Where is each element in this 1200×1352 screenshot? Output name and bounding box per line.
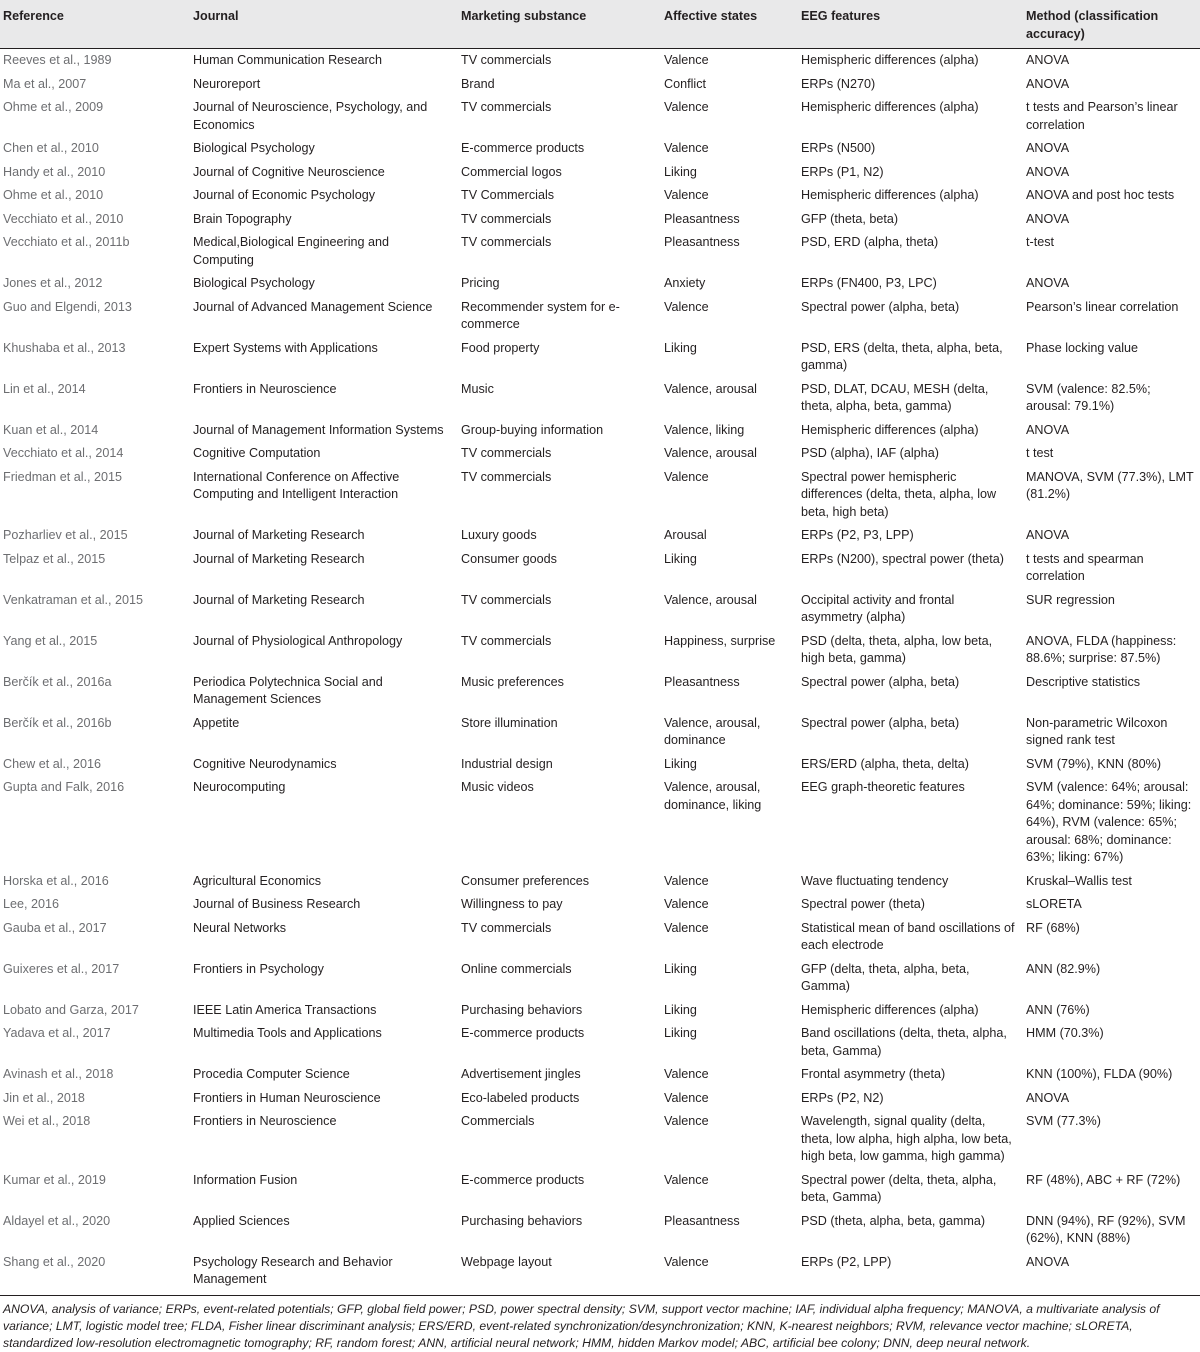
cell-method: ANOVA — [1026, 76, 1070, 91]
cell-eeg-features: PSD, ERD (alpha, theta) — [801, 235, 939, 249]
cell-affective-states: Liking — [664, 551, 697, 566]
cell-reference: Vecchiato et al., 2014 — [3, 446, 124, 460]
header-affective-states: Affective states — [660, 0, 797, 49]
cell-reference: Horska et al., 2016 — [3, 873, 109, 888]
cell-reference: Gauba et al., 2017 — [3, 920, 107, 935]
cell-method: ANOVA — [1022, 1251, 1200, 1296]
cell-journal: Journal of Marketing Research — [193, 592, 365, 607]
cell-reference: Berčík et al., 2016b — [3, 715, 112, 730]
cell-reference: Ohme et al., 2009 — [3, 100, 104, 114]
cell-eeg-features: Hemispheric differences (alpha) — [801, 100, 979, 114]
cell-reference: Vecchiato et al., 2010 — [3, 211, 124, 226]
cell-marketing-substance: TV commercials — [461, 53, 552, 67]
header-method: Method (classification accuracy) — [1022, 0, 1200, 49]
cell-method: ANOVA — [1026, 141, 1070, 155]
cell-marketing-substance: TV commercials — [461, 211, 552, 226]
cell-journal: Information Fusion — [193, 1172, 298, 1187]
cell-affective-states: Liking — [664, 164, 697, 179]
cell-eeg-features: Hemispheric differences (alpha) — [801, 53, 979, 67]
cell-affective-states: Valence — [664, 141, 709, 155]
cell-journal: Appetite — [193, 715, 240, 730]
cell-reference: Pozharliev et al., 2015 — [3, 528, 128, 542]
cell-reference: Kumar et al., 2019 — [3, 1172, 106, 1187]
cell-marketing-substance: TV commercials — [461, 446, 552, 460]
cell-reference: Friedman et al., 2015 — [3, 469, 123, 484]
cell-journal: Frontiers in Psychology — [193, 961, 324, 976]
cell-journal: Biological Psychology — [193, 276, 315, 290]
cell-method: Pearson’s linear correlation — [1026, 299, 1179, 314]
cell-journal: Neural Networks — [193, 920, 287, 935]
table-row — [0, 753, 1200, 777]
cell-affective-states: Valence, arousal, dominance — [664, 715, 761, 747]
cell-marketing-substance: TV Commercials — [461, 188, 555, 202]
cell-eeg-features: ERPs (P2, N2) — [801, 1090, 884, 1105]
cell-affective-states: Pleasantness — [664, 1213, 740, 1228]
cell-eeg-features: ERPs (FN400, P3, LPC) — [801, 276, 937, 290]
table-row — [0, 776, 1200, 870]
cell-method: t tests and spearman correlation — [1026, 551, 1144, 583]
cell-marketing-substance: TV commercials — [461, 633, 552, 648]
cell-reference: Reeves et al., 1989 — [3, 53, 112, 67]
cell-journal: Agricultural Economics — [193, 873, 322, 888]
cell-marketing-substance: Music — [461, 381, 494, 396]
cell-method: ANOVA — [1026, 528, 1070, 542]
table-row — [0, 231, 1200, 272]
cell-marketing-substance: E-commerce products — [461, 1172, 585, 1187]
cell-marketing-substance: Consumer preferences — [461, 873, 590, 888]
cell-marketing-substance: Pricing — [461, 276, 500, 290]
cell-eeg-features: ERPs (N270) — [801, 76, 876, 91]
cell-marketing-substance: Advertisement jingles — [461, 1067, 581, 1081]
cell-reference: Aldayel et al., 2020 — [3, 1213, 111, 1228]
cell-eeg-features: Statistical mean of band oscillations of each electrode — [801, 920, 1015, 952]
cell-marketing-substance: Store illumination — [461, 715, 558, 730]
cell-method: RF (48%), ABC + RF (72%) — [1026, 1172, 1181, 1187]
cell-reference: Ma et al., 2007 — [3, 76, 87, 91]
cell-marketing-substance: Commercials — [461, 1114, 535, 1128]
cell-journal: Journal of Management Information Systems — [193, 422, 444, 437]
table-row — [0, 1022, 1200, 1063]
cell-marketing-substance: Group-buying information — [461, 422, 604, 437]
cell-method: SVM (valence: 64%; arousal: 64%; dominance: 59%; liking: 64%), RVM (valence: 65%; arousal: 68%; dominance: 63%; liking: 67%) — [1026, 780, 1192, 864]
table-row — [0, 1110, 1200, 1169]
cell-marketing-substance: Recommender system for e-commerce — [461, 299, 620, 331]
cell-method: t tests and Pearson’s linear correlation — [1026, 100, 1178, 132]
cell-journal: Procedia Computer Science — [193, 1067, 350, 1081]
cell-method: ANOVA — [1026, 211, 1070, 226]
cell-reference: Shang et al., 2020 — [0, 1251, 189, 1296]
cell-reference: Berčík et al., 2016a — [3, 674, 112, 689]
table-row — [0, 49, 1200, 73]
cell-affective-states: Valence — [664, 100, 709, 114]
cell-method: sLORETA — [1026, 897, 1082, 911]
cell-journal: Journal of Cognitive Neuroscience — [193, 164, 385, 179]
cell-reference: Kuan et al., 2014 — [3, 422, 99, 437]
cell-affective-states: Valence, arousal — [664, 446, 757, 460]
table-row — [0, 208, 1200, 232]
cell-marketing-substance: E-commerce products — [461, 1026, 585, 1040]
cell-marketing-substance: TV commercials — [461, 469, 552, 484]
cell-journal: Applied Sciences — [193, 1213, 290, 1228]
cell-journal: Journal of Neuroscience, Psychology, and Economics — [193, 100, 428, 132]
table-row — [0, 524, 1200, 548]
cell-method: ANN (82.9%) — [1026, 961, 1101, 976]
cell-marketing-substance: Brand — [461, 76, 495, 91]
cell-reference: Khushaba et al., 2013 — [3, 340, 126, 355]
cell-marketing-substance: Consumer goods — [461, 551, 557, 566]
cell-journal: Frontiers in Neuroscience — [193, 1114, 337, 1128]
cell-method: ANOVA — [1026, 276, 1070, 290]
cell-affective-states: Valence — [660, 1251, 797, 1296]
cell-eeg-features: Spectral power (theta) — [801, 897, 925, 911]
cell-journal: Psychology Research and Behavior Management — [189, 1251, 457, 1296]
cell-method: Non-parametric Wilcoxon signed rank test — [1026, 715, 1168, 747]
cell-affective-states: Liking — [664, 961, 697, 976]
cell-journal: Journal of Marketing Research — [193, 551, 365, 566]
table-row — [0, 137, 1200, 161]
table-row — [0, 671, 1200, 712]
table-row — [0, 999, 1200, 1023]
cell-journal: Journal of Advanced Management Science — [193, 299, 433, 314]
table-row — [0, 1063, 1200, 1087]
cell-affective-states: Arousal — [664, 528, 707, 542]
cell-affective-states: Liking — [664, 1002, 697, 1017]
cell-marketing-substance: Eco-labeled products — [461, 1090, 580, 1105]
cell-reference: Lin et al., 2014 — [3, 381, 86, 396]
cell-marketing-substance: Willingness to pay — [461, 897, 563, 911]
cell-eeg-features: Hemispheric differences (alpha) — [801, 1002, 979, 1017]
table-row — [0, 296, 1200, 337]
cell-method: RF (68%) — [1026, 920, 1080, 935]
cell-journal: Brain Topography — [193, 211, 292, 226]
cell-affective-states: Pleasantness — [664, 674, 740, 689]
cell-eeg-features: ERPs (P2, LPP) — [797, 1251, 1022, 1296]
cell-affective-states: Anxiety — [664, 276, 706, 290]
cell-journal: Frontiers in Human Neuroscience — [193, 1090, 381, 1105]
cell-affective-states: Conflict — [664, 76, 706, 91]
cell-affective-states: Valence, arousal — [664, 592, 757, 607]
cell-method: t-test — [1026, 235, 1054, 249]
cell-reference: Yang et al., 2015 — [3, 633, 98, 648]
cell-marketing-substance: Commercial logos — [461, 164, 562, 179]
cell-marketing-substance: Music preferences — [461, 674, 564, 689]
table-body — [0, 49, 1200, 1296]
cell-affective-states: Valence — [664, 1172, 709, 1187]
cell-method: ANOVA — [1026, 1090, 1070, 1105]
cell-reference: Venkatraman et al., 2015 — [3, 592, 144, 607]
cell-marketing-substance: Luxury goods — [461, 528, 537, 542]
cell-eeg-features: Spectral power (alpha, beta) — [801, 299, 960, 314]
cell-affective-states: Liking — [664, 1026, 697, 1040]
cell-journal: IEEE Latin America Transactions — [193, 1002, 377, 1017]
cell-reference: Gupta and Falk, 2016 — [3, 780, 125, 794]
cell-method: DNN (94%), RF (92%), SVM (62%), KNN (88%) — [1026, 1213, 1186, 1245]
cell-reference: Chew et al., 2016 — [3, 756, 102, 771]
table-footnote: ANOVA, analysis of variance; ERPs, event-related potentials; GFP, global field power; PSD, power spectral density; SVM, support vector machine; IAF, individual alpha frequency; MANOVA, a multivariate analysis of variance; LMT, logistic model tree; FLDA, Fisher linear discriminant analysis; ERS/ERD, event-related synchronization/desynchronization; KNN, K-nearest neighbors; RVM, relevance vector machine; sLORETA, standardized low-resolution electromagnetic tomography; RF, random forest; ANN, artificial neural network; HMM, hidden Markov model; ABC, artificial bee colony; DNN, deep neural network. — [3, 1301, 1160, 1350]
cell-marketing-substance: Purchasing behaviors — [461, 1002, 583, 1017]
cell-reference: Chen et al., 2010 — [3, 141, 99, 155]
cell-eeg-features: Hemispheric differences (alpha) — [801, 422, 979, 437]
cell-method: ANOVA — [1026, 422, 1070, 437]
cell-affective-states: Valence — [664, 188, 709, 202]
cell-method: SUR regression — [1026, 592, 1115, 607]
cell-journal: Biological Psychology — [193, 141, 315, 155]
cell-affective-states: Valence — [664, 1067, 709, 1081]
cell-reference: Guixeres et al., 2017 — [3, 961, 120, 976]
cell-affective-states: Valence, arousal — [664, 381, 757, 396]
cell-method: ANOVA, FLDA (happiness: 88.6%; surprise: 87.5%) — [1026, 633, 1177, 665]
cell-eeg-features: ERPs (N500) — [801, 141, 876, 155]
cell-eeg-features: ERPs (N200), spectral power (theta) — [801, 551, 1004, 566]
table-row — [0, 870, 1200, 894]
cell-eeg-features: PSD (theta, alpha, beta, gamma) — [801, 1213, 986, 1228]
cell-method: ANOVA and post hoc tests — [1026, 188, 1175, 202]
table-row — [0, 893, 1200, 917]
cell-marketing-substance: Webpage layout — [457, 1251, 660, 1296]
cell-affective-states: Valence — [664, 1114, 709, 1128]
cell-marketing-substance: Purchasing behaviors — [461, 1213, 583, 1228]
table-row — [0, 378, 1200, 419]
cell-affective-states: Valence, liking — [664, 422, 745, 437]
cell-method: KNN (100%), FLDA (90%) — [1026, 1067, 1173, 1081]
cell-affective-states: Valence — [664, 53, 709, 67]
cell-reference: Handy et al., 2010 — [3, 164, 106, 179]
cell-marketing-substance: Music videos — [461, 780, 534, 794]
header-journal: Journal — [189, 0, 457, 49]
cell-eeg-features: ERPs (P1, N2) — [801, 164, 884, 179]
cell-eeg-features: EEG graph-theoretic features — [801, 780, 965, 794]
table-row — [0, 442, 1200, 466]
table-row — [0, 958, 1200, 999]
cell-affective-states: Valence — [664, 299, 709, 314]
cell-affective-states: Valence — [664, 873, 709, 888]
cell-affective-states: Valence — [664, 897, 709, 911]
table-row — [0, 589, 1200, 630]
cell-method: t test — [1026, 446, 1054, 460]
cell-marketing-substance: TV commercials — [461, 100, 552, 114]
cell-reference: Wei et al., 2018 — [3, 1114, 91, 1128]
cell-reference: Yadava et al., 2017 — [3, 1026, 111, 1040]
table-row — [0, 1169, 1200, 1210]
cell-eeg-features: Wave fluctuating tendency — [801, 873, 949, 888]
cell-affective-states: Pleasantness — [664, 211, 740, 226]
cell-journal: Periodica Polytechnica Social and Management Sciences — [193, 674, 383, 706]
cell-reference: Telpaz et al., 2015 — [3, 551, 106, 566]
cell-reference: Jin et al., 2018 — [3, 1090, 85, 1105]
cell-marketing-substance: Food property — [461, 340, 540, 355]
cell-method: ANOVA — [1026, 53, 1070, 67]
cell-marketing-substance: Industrial design — [461, 756, 553, 771]
cell-reference: Guo and Elgendi, 2013 — [3, 299, 132, 314]
cell-eeg-features: PSD, ERS (delta, theta, alpha, beta, gamma) — [801, 340, 1003, 372]
cell-journal: Medical,Biological Engineering and Computing — [193, 235, 390, 267]
table-row — [0, 712, 1200, 753]
cell-journal: Multimedia Tools and Applications — [193, 1026, 382, 1040]
cell-marketing-substance: E-commerce products — [461, 141, 585, 155]
cell-method: MANOVA, SVM (77.3%), LMT (81.2%) — [1026, 469, 1194, 501]
cell-method: Kruskal–Wallis test — [1026, 873, 1132, 888]
header-marketing-substance: Marketing substance — [457, 0, 660, 49]
table-row — [0, 419, 1200, 443]
cell-marketing-substance: TV commercials — [461, 235, 552, 249]
cell-affective-states: Valence — [664, 469, 709, 484]
cell-reference: Lee, 2016 — [3, 897, 60, 911]
cell-method: ANN (76%) — [1026, 1002, 1090, 1017]
table-row — [0, 630, 1200, 671]
cell-method: SVM (79%), KNN (80%) — [1026, 756, 1162, 771]
cell-journal: Journal of Physiological Anthropology — [193, 633, 403, 648]
cell-journal: Journal of Marketing Research — [193, 528, 365, 542]
header-reference: Reference — [0, 0, 189, 49]
cell-journal: Neuroreport — [193, 76, 261, 91]
table-row — [0, 96, 1200, 137]
cell-method: Phase locking value — [1026, 340, 1139, 355]
cell-method: SVM (77.3%) — [1026, 1114, 1101, 1128]
cell-affective-states: Valence — [664, 920, 709, 935]
cell-eeg-features: ERPs (P2, P3, LPP) — [801, 528, 914, 542]
cell-method: SVM (valence: 82.5%; arousal: 79.1%) — [1026, 381, 1151, 413]
cell-eeg-features: GFP (delta, theta, alpha, beta, Gamma) — [801, 961, 970, 993]
cell-reference: Lobato and Garza, 2017 — [3, 1002, 139, 1017]
cell-journal: Expert Systems with Applications — [193, 340, 378, 355]
cell-marketing-substance: Online commercials — [461, 961, 572, 976]
table-row — [0, 466, 1200, 525]
cell-reference: Jones et al., 2012 — [3, 276, 103, 290]
table-row — [0, 548, 1200, 589]
table-row — [0, 161, 1200, 185]
cell-affective-states: Valence — [664, 1090, 709, 1105]
cell-eeg-features: Spectral power hemispheric differences (delta, theta, alpha, low beta, high beta) — [801, 469, 997, 519]
cell-eeg-features: Band oscillations (delta, theta, alpha, beta, Gamma) — [801, 1026, 1007, 1058]
cell-reference: Avinash et al., 2018 — [3, 1067, 114, 1081]
table-row — [0, 272, 1200, 296]
cell-marketing-substance: TV commercials — [461, 920, 552, 935]
header-row — [0, 0, 1200, 49]
cell-eeg-features: Spectral power (delta, theta, alpha, beta, Gamma) — [801, 1172, 997, 1204]
cell-reference: Vecchiato et al., 2011b — [3, 235, 130, 249]
cell-journal: Cognitive Neurodynamics — [193, 756, 337, 771]
cell-journal: Neurocomputing — [193, 780, 286, 794]
cell-eeg-features: PSD (alpha), IAF (alpha) — [801, 446, 939, 460]
cell-eeg-features: Occipital activity and frontal asymmetry (alpha) — [801, 592, 955, 624]
cell-affective-states: Happiness, surprise — [664, 633, 776, 648]
cell-journal: Human Communication Research — [193, 53, 382, 67]
cell-eeg-features: GFP (theta, beta) — [801, 211, 899, 226]
cell-eeg-features: Spectral power (alpha, beta) — [801, 715, 960, 730]
cell-journal: Frontiers in Neuroscience — [193, 381, 337, 396]
cell-eeg-features: ERS/ERD (alpha, theta, delta) — [801, 756, 969, 771]
cell-affective-states: Valence, arousal, dominance, liking — [664, 780, 762, 812]
cell-journal: Journal of Economic Psychology — [193, 188, 376, 202]
cell-eeg-features: Spectral power (alpha, beta) — [801, 674, 960, 689]
header-eeg-features: EEG features — [797, 0, 1022, 49]
cell-eeg-features: PSD (delta, theta, alpha, low beta, high beta, gamma) — [801, 633, 993, 665]
cell-method: ANOVA — [1026, 164, 1070, 179]
cell-journal: Journal of Business Research — [193, 897, 361, 911]
cell-eeg-features: PSD, DLAT, DCAU, MESH (delta, theta, alpha, beta, gamma) — [801, 381, 989, 413]
cell-affective-states: Liking — [664, 340, 697, 355]
cell-reference: Ohme et al., 2010 — [3, 188, 104, 202]
cell-affective-states: Pleasantness — [664, 235, 740, 249]
cell-method: HMM (70.3%) — [1026, 1026, 1104, 1040]
cell-method: Descriptive statistics — [1026, 674, 1141, 689]
cell-journal: Cognitive Computation — [193, 446, 321, 460]
table-row — [0, 917, 1200, 958]
table-row — [0, 73, 1200, 97]
cell-affective-states: Liking — [664, 756, 697, 771]
table-row — [0, 184, 1200, 208]
cell-eeg-features: Hemispheric differences (alpha) — [801, 188, 979, 202]
table-row — [0, 1210, 1200, 1251]
table-row — [0, 337, 1200, 378]
table-row — [0, 1087, 1200, 1111]
cell-eeg-features: Wavelength, signal quality (delta, theta, low alpha, high alpha, low beta, high beta, low gamma, high gamma) — [801, 1114, 1012, 1163]
cell-eeg-features: Frontal asymmetry (theta) — [801, 1067, 946, 1081]
cell-journal: International Conference on Affective Computing and Intelligent Interaction — [193, 469, 400, 501]
cell-marketing-substance: TV commercials — [461, 592, 552, 607]
table-row — [0, 1251, 1200, 1296]
